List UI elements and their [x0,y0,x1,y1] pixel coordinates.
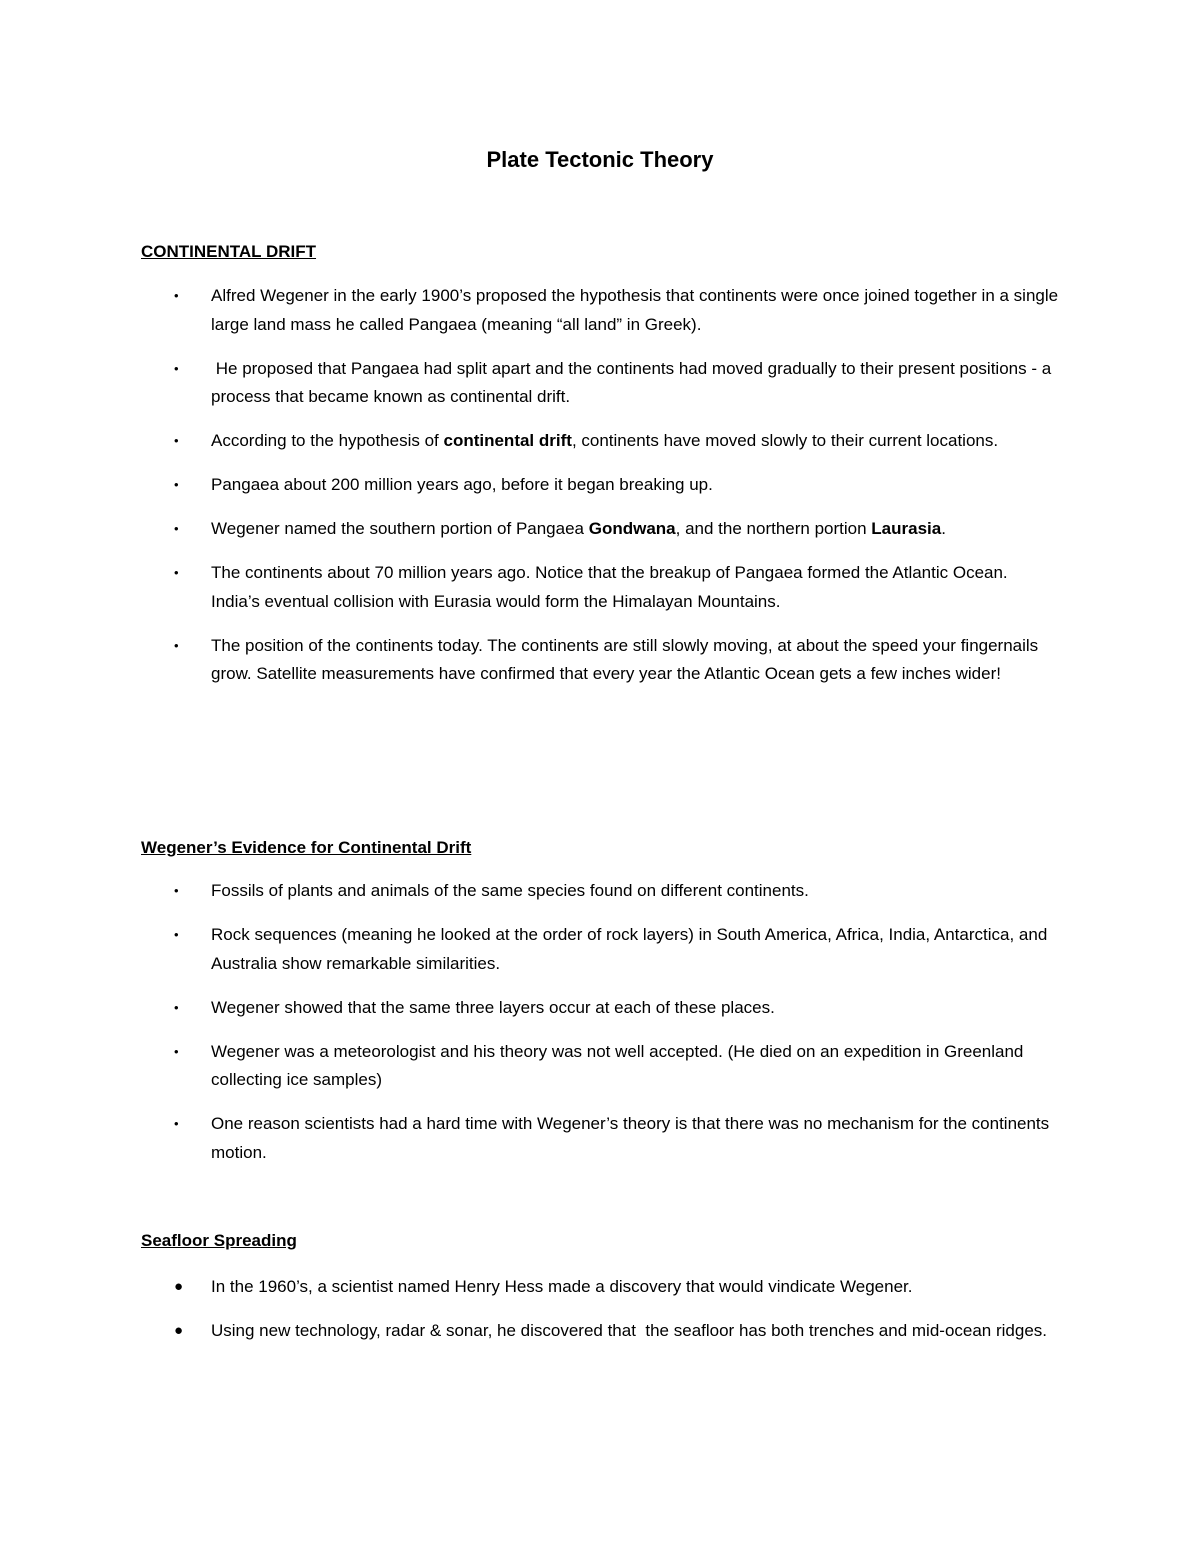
bold-term: continental drift [443,431,572,450]
bullet-icon: • [174,521,179,536]
section-heading-seafloor-spreading: Seafloor Spreading [141,1231,297,1250]
bullet-icon: • [174,565,179,580]
list-item: • Wegener was a meteorologist and his theory was not well accepted. (He died on an expedition in Greenland collecting ice samples) [0,1038,1061,1095]
bullet-icon: • [174,927,179,942]
bullet-icon: ● [174,1322,184,1339]
list-item: • Pangaea about 200 million years ago, before it began breaking up. [0,471,1061,500]
section-heading-continental-drift: CONTINENTAL DRIFT [141,242,317,261]
list-item: • One reason scientists had a hard time with Wegener’s theory is that there was no mechanism for the continents motion. [0,1110,1061,1167]
list-item: • Wegener named the southern portion of Pangaea Gondwana, and the northern portion Laurasia. [0,515,1061,544]
list-item: ● In the 1960’s, a scientist named Henry Hess made a discovery that would vindicate Wegener. [0,1273,1061,1302]
seafloor-spreading-list [0,1273,1200,1361]
continental-drift-list [0,282,1200,704]
bullet-icon: • [174,433,179,448]
list-item: • Wegener showed that the same three layers occur at each of these places. [0,994,1061,1023]
list-item: • Fossils of plants and animals of the same species found on different continents. [0,877,1061,906]
list-item: • Rock sequences (meaning he looked at the order of rock layers) in South America, Africa, India, Antarctica, and Australia show remarkable similarities. [0,921,1061,978]
bullet-icon: • [174,637,179,653]
bullet-icon: • [174,883,179,898]
bold-term: Gondwana [588,519,676,538]
bullet-icon: • [174,999,179,1015]
list-item: • According to the hypothesis of continental drift, continents have moved slowly to their current locations. [0,427,1061,456]
section-heading-wegeners-evidence: Wegener’s Evidence for Continental Drift [141,838,472,857]
bullet-icon: • [174,360,179,376]
page-title: Plate Tectonic Theory [486,147,714,172]
list-item: • He proposed that Pangaea had split apart and the continents had moved gradually to their present positions - a process that became known as continental drift. [0,355,1061,412]
bullet-icon: • [174,477,179,492]
bullet-icon: • [174,288,179,303]
bullet-icon: • [174,1043,179,1059]
bullet-icon: ● [174,1278,184,1295]
wegeners-evidence-list [0,877,1200,1183]
bullet-icon: • [174,1116,179,1131]
bold-term: Laurasia [871,519,942,538]
list-item: • The continents about 70 million years ago. Notice that the breakup of Pangaea formed the Atlantic Ocean. India’s eventual collision with Eurasia would form the Himalayan Mountains. [0,559,1061,616]
list-item: ● Using new technology, radar & sonar, he discovered that the seafloor has both trenches and mid-ocean ridges. [0,1317,1061,1346]
list-item: • Alfred Wegener in the early 1900’s proposed the hypothesis that continents were once joined together in a single large land mass he called Pangaea (meaning “all land” in Greek). [0,282,1061,339]
list-item: • The position of the continents today. The continents are still slowly moving, at about the speed your fingernails grow. Satellite measurements have confirmed that every year the Atlantic Ocean gets a few inches wider! [0,632,1061,689]
